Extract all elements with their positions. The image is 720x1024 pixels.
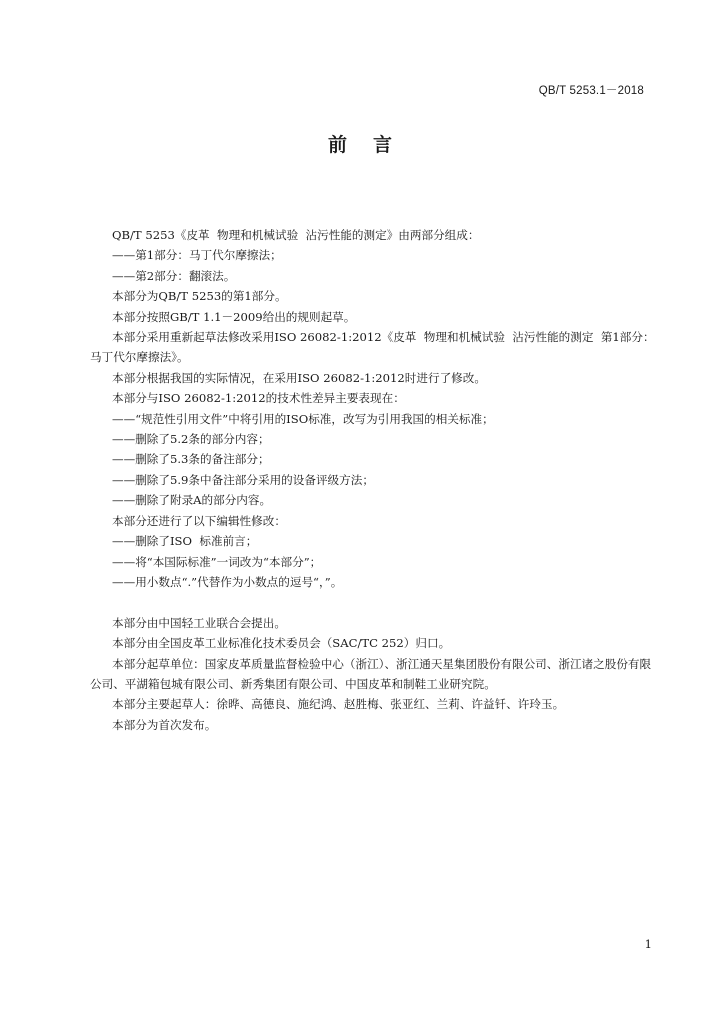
list-item: ——用小数点“.”代替作为小数点的逗号“，”。 bbox=[112, 574, 343, 589]
list-item: ——删除了5.2条的部分内容； bbox=[112, 432, 270, 447]
paragraph: QB/T 5253《皮革 物理和机械试验 沾污性能的测定》由两部分组成： bbox=[112, 228, 480, 242]
paragraph: 本部分还进行了以下编辑性修改： bbox=[112, 513, 286, 528]
standard-number: QB/T 5253.1－2018 bbox=[538, 85, 644, 97]
paragraph: 本部分主要起草人：徐晔、高德良、施纪鸿、赵胜梅、张亚红、兰莉、许益钎、许玲玉。 bbox=[112, 697, 565, 712]
list-item: ——删除了5.9条中备注部分采用的设备评级方法； bbox=[112, 472, 374, 487]
paragraph: 本部分起草单位：国家皮革质量监督检验中心（浙江）、浙江通天星集团股份有限公司、浙江诸之股份有限公司、平湖箱包城有限公司、新秀集团有限公司、中国皮革和制鞋工业研究院。 bbox=[90, 656, 652, 691]
list-item: ——将“本国际标准”一词改为“本部分”； bbox=[112, 554, 322, 569]
paragraph: 本部分由全国皮革工业标准化技术委员会（SAC/TC 252）归口。 bbox=[112, 636, 451, 651]
list-item: ——删除了ISO 标准前言； bbox=[112, 534, 258, 549]
list-item: ——第2部分：翻滚法。 bbox=[112, 268, 236, 283]
list-item: ——删除了5.3条的备注部分； bbox=[112, 452, 270, 467]
paragraph: 本部分为QB/T 5253的第1部分。 bbox=[112, 289, 287, 304]
paragraph: 本部分由中国轻工业联合会提出。 bbox=[112, 615, 286, 630]
paragraph-spacer bbox=[112, 592, 660, 612]
paragraph: 本部分为首次发布。 bbox=[112, 717, 217, 732]
list-item: ——第1部分：马丁代尔摩擦法； bbox=[112, 248, 282, 263]
paragraph: 本部分采用重新起草法修改采用ISO 26082-1:2012《皮革 物理和机械试验 沾污性能的测定 第1部分：马丁代尔摩擦法》。 bbox=[90, 330, 655, 365]
paragraph: 本部分根据我国的实际情况，在采用ISO 26082-1:2012时进行了修改。 bbox=[112, 370, 486, 385]
page-title: 前言 bbox=[327, 134, 418, 156]
paragraph: 本部分按照GB/T 1.1－2009给出的规则起草。 bbox=[112, 309, 356, 324]
page-number: 1 bbox=[644, 937, 652, 951]
foreword-body bbox=[90, 225, 660, 735]
list-item: ——“规范性引用文件”中将引用的ISO标准，改写为引用我国的相关标准； bbox=[112, 411, 494, 426]
paragraph: 本部分与ISO 26082-1:2012的技术性差异主要表现在： bbox=[112, 391, 405, 406]
list-item: ——删除了附录A的部分内容。 bbox=[112, 493, 272, 508]
